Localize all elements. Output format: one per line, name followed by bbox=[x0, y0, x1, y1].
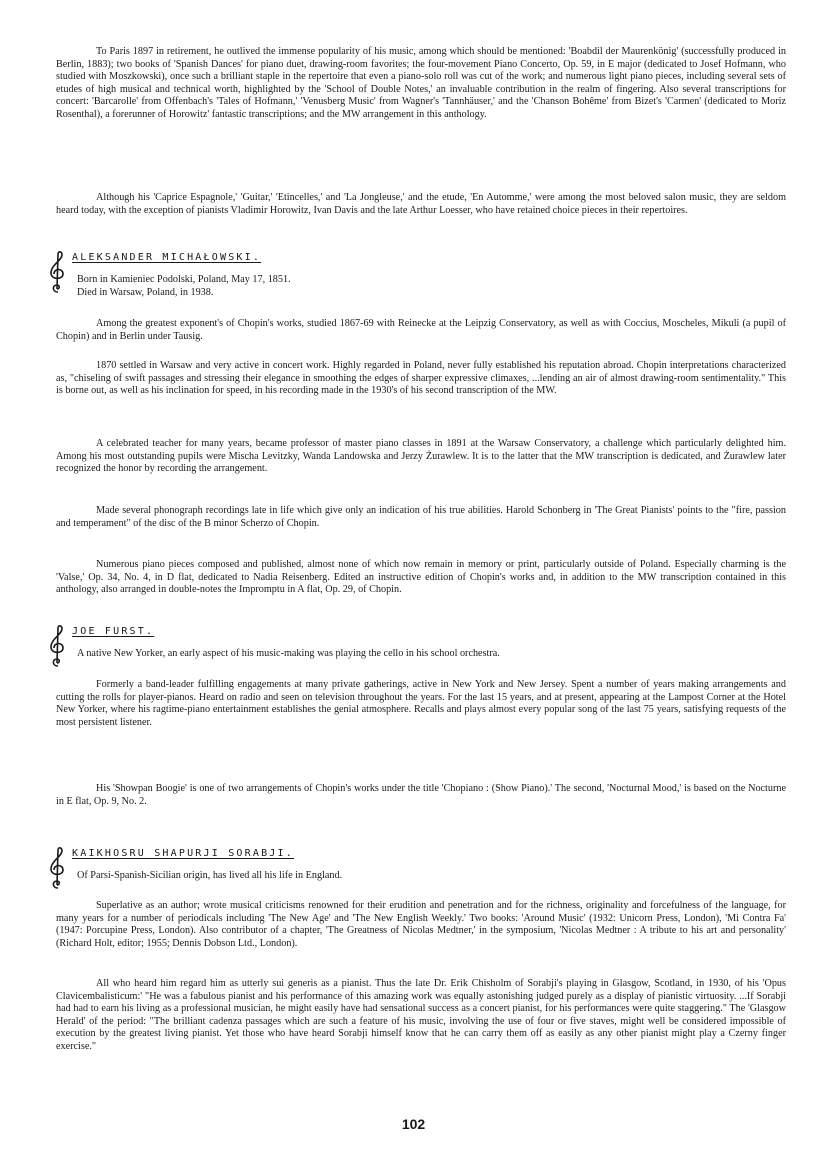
sorabji-intro: Of Parsi-Spanish-Sicilian origin, has lived all his life in England. bbox=[77, 870, 343, 881]
michalowski-paragraph-1: Among the greatest exponent's of Chopin's works, studied 1867-69 with Reinecke at the Leipzig Conservatory, as well as with Coccius, Moscheles, Mikuli (a pupil of Chopin) and in Berlin under Tausig. bbox=[56, 318, 786, 342]
furst-intro: A native New Yorker, an early aspect of his music-making was playing the cello in his school orchestra. bbox=[77, 648, 500, 659]
sorabji-paragraph-2: All who heard him regard him as utterly sui generis as a pianist. Thus the late Dr. Erik Chisholm of Sorabji's playing in Glasgow, Scotland, in 1930, of his 'Opus Clavicembalisticum:' "He was a fabulous pianist and his performance of this amazing work was equally astonishing judged purely as a display of pianistic virtuosity. ...If Sorabji had had to earn his living as a professional musician, he might easily have had sensational success as a concert pianist, for his performances were quite staggering." The 'Glasgow Herald' of the period: "The brilliant cadenza passages which are such a feature of his music, involving the use of four or five staves, might well be considered impossible of execution by the greatest living pianist. Yet those who have heard Sorabji himself know that he can carry them off as easily as any other pianist might play a Czerny finger exercise." bbox=[56, 978, 786, 1052]
michalowski-paragraph-2: 1870 settled in Warsaw and very active in concert work. Highly regarded in Poland, never fully established his reputation abroad. Chopin interpretations characterized as, "chiseling of swift passages and stressing their elegance in smoothing the edges of sharper expressive climaxes, ...lending an air of almost drawing-room sentimentality." This is borne out, as well as his inclination for speed, in his recording made in the 1930's of his second transcription of the MW. bbox=[56, 360, 786, 397]
sorabji-paragraph-1: Superlative as an author; wrote musical criticisms renowned for their erudition and penetration and for the richness, originality and forcefulness of the language, for many years for a number of periodicals including 'The New Age' and 'The New English Weekly.' Two books: 'Around Music' (1932: Unicorn Press, London), 'Mi Contra Fa' (1947: Porcupine Press, London). Also contributor of a chapter, 'The Greatness of Nicolas Medtner,' in the symposium, 'Nicolas Medtner : A tribute to his art and personality' (Richard Holt, editor; 1955; Dennis Dobson Ltd., London). bbox=[56, 900, 786, 949]
sorabji-name: KAIKHOSRU SHAPURJI SORABJI. bbox=[72, 848, 294, 859]
treble-clef-icon bbox=[46, 846, 68, 890]
treble-clef-icon bbox=[46, 624, 68, 668]
michalowski-paragraph-5: Numerous piano pieces composed and published, almost none of which now remain in memory or print, particularly outside of Poland. Especially charming is the 'Valse,' Op. 34, No. 4, in D flat, dedicated to Nadia Reisenberg. Edited an instructive edition of Chopin's works and, in addition to the MW transcription contained in this anthology, also arranged in double-notes the Impromptu in A flat, Op. 29, of Chopin. bbox=[56, 559, 786, 596]
michalowski-name: ALEKSANDER MICHAŁOWSKI. bbox=[72, 252, 262, 263]
treble-clef-icon bbox=[46, 250, 68, 294]
intro-paragraph-2: Although his 'Caprice Espagnole,' 'Guitar,' 'Etincelles,' and 'La Jongleuse,' and the etude, 'En Automme,' were among the most beloved salon music, they are seldom heard today, with the exception of pianists Vladimir Horowitz, Ivan Davis and the late Arthur Loesser, who have retained choice pieces in their repertoires. bbox=[56, 192, 786, 216]
michalowski-died: Died in Warsaw, Poland, in 1938. bbox=[77, 287, 214, 298]
furst-paragraph-2: His 'Showpan Boogie' is one of two arrangements of Chopin's works under the title 'Chopiano : (Show Piano).' The second, 'Nocturnal Mood,' is based on the Nocturne in E flat, Op. 9, No. 2. bbox=[56, 783, 786, 807]
intro-paragraph-1: To Paris 1897 in retirement, he outlived the immense popularity of his music, among which should be mentioned: 'Boabdil der Maurenkönig' (successfully produced in Berlin, 1883); two books of 'Spanish Dances' for piano duet, drawing-room favorites; the four-movement Piano Concerto, Op. 59, in E major (dedicated to Josef Hofmann, who studied with Moszkowski), once such a brilliant staple in the repertoire that even a piano-solo roll was cut of the work; and numerous light piano pieces, including several sets of etudes of high musical and technical worth, highlighted by the 'School of Double Notes,' an invaluable contribution in the realm of fingering. Also several transcriptions for concert: 'Barcarolle' from Offenbach's 'Tales of Hofmann,' 'Venusberg Music' from Wagner's 'Tannhäuser,' and the 'Chanson Bohême' from Bizet's 'Carmen' (dedicated to Moriz Rosenthal), a forerunner of Horowitz' fantastic transcriptions; and the MW arrangement in this anthology. bbox=[56, 46, 786, 120]
michalowski-paragraph-4: Made several phonograph recordings late in life which give only an indication of his true abilities. Harold Schonberg in 'The Great Pianists' points to the "fire, passion and temperament" of the disc of the B minor Scherzo of Chopin. bbox=[56, 505, 786, 529]
michalowski-born: Born in Kamieniec Podolski, Poland, May 17, 1851. bbox=[77, 274, 291, 285]
page-number: 102 bbox=[401, 1116, 426, 1132]
furst-name: JOE FURST. bbox=[72, 626, 155, 637]
furst-paragraph-1: Formerly a band-leader fulfilling engagements at many private gatherings, active in New York and New Jersey. Spent a number of years making arrangements and cutting the rolls for player-pianos. Heard on radio and seen on television throughout the years. For the last 15 years, and at present, appearing at the Lampost Corner at the Hotel New Yorker, where his ragtime-piano entertainment establishes the genial atmosphere. Recalls and plays almost every popular song of the last 75 years, satisfying requests of the most persistent listener. bbox=[56, 679, 786, 728]
michalowski-paragraph-3: A celebrated teacher for many years, became professor of master piano classes in 1891 at the Warsaw Conservatory, a challenge which particularly delighted him. Among his most outstanding pupils were Mischa Levitzky, Wanda Landowska and Jerzy Żurawlew. It is to the latter that the MW transcription is dedicated, and Żurawlew later recognized the honor by recording the arrangement. bbox=[56, 438, 786, 475]
